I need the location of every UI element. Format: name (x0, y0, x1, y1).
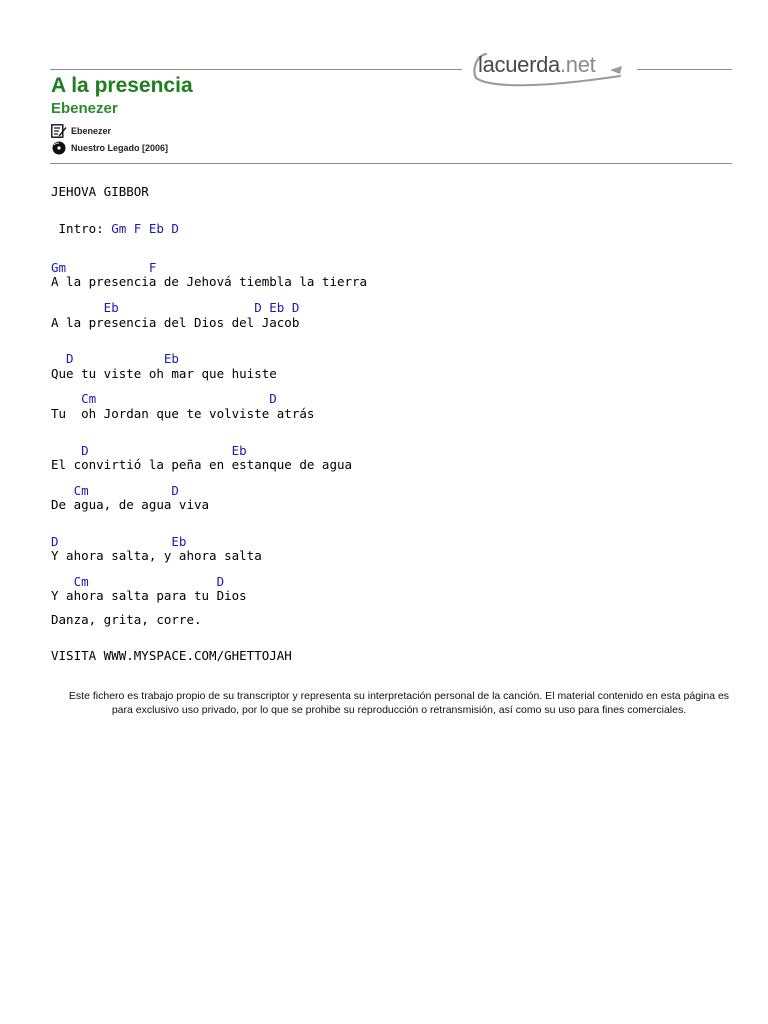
logo-main: lacuerda (478, 52, 560, 77)
lyric-line: El convirtió la peña en estanque de agua (51, 457, 353, 472)
edit-note-icon (51, 124, 67, 138)
chord-line: D Eb (51, 351, 179, 366)
lyric-line: A la presencia del Dios del Jacob (51, 315, 300, 330)
header-divider (50, 163, 732, 164)
lyric-line: Que tu viste oh mar que huiste (51, 366, 277, 381)
logo-net: .net (560, 52, 596, 77)
site-logo[interactable] (470, 48, 630, 88)
disc-icon (51, 141, 67, 155)
song-footer-line: VISITA WWW.MYSPACE.COM/GHETTOJAH (51, 648, 292, 663)
album-row (51, 140, 168, 155)
header-rule-left (50, 69, 462, 70)
album-name[interactable]: Nuestro Legado [2006] (71, 142, 169, 153)
lyric-line: Y ahora salta, y ahora salta (51, 548, 262, 563)
chord-line: D Eb (51, 443, 247, 458)
intro-label: Intro: (51, 221, 112, 236)
chord-line: Cm D (51, 574, 225, 589)
lyric-line: A la presencia de Jehová tiembla la tierra (51, 274, 368, 289)
chord-line: Gm F (51, 260, 157, 275)
disclaimer: Este fichero es trabajo propio de su transcriptor y representa su interpretación personal de la canción. El material contenido en esta página es para exclusivo uso privado, por lo que se prohibe su reproducción o retransmisión, así como su uso para fines comerciales. (68, 690, 730, 716)
lyric-line: Danza, grita, corre. (51, 612, 202, 627)
header-rule-right (637, 69, 732, 70)
chord-line: Cm D (51, 483, 179, 498)
author-row (51, 123, 111, 138)
chord-line: Cm D (51, 391, 277, 406)
logo-text (478, 52, 596, 78)
intro-line (51, 221, 179, 236)
song-heading: JEHOVA GIBBOR (51, 184, 149, 199)
chord-line: Eb D Eb D (51, 300, 300, 315)
author-name[interactable]: Ebenezer (71, 125, 112, 136)
lyric-line: Y ahora salta para tu Dios (51, 588, 247, 603)
song-title: A la presencia (51, 74, 193, 97)
lyric-line: De agua, de agua viva (51, 497, 210, 512)
lyric-line: Tu oh Jordan que te volviste atrás (51, 406, 315, 421)
artist-name[interactable]: Ebenezer (51, 100, 118, 117)
intro-chords: Gm F Eb D (111, 221, 179, 236)
chord-line: D Eb (51, 534, 187, 549)
